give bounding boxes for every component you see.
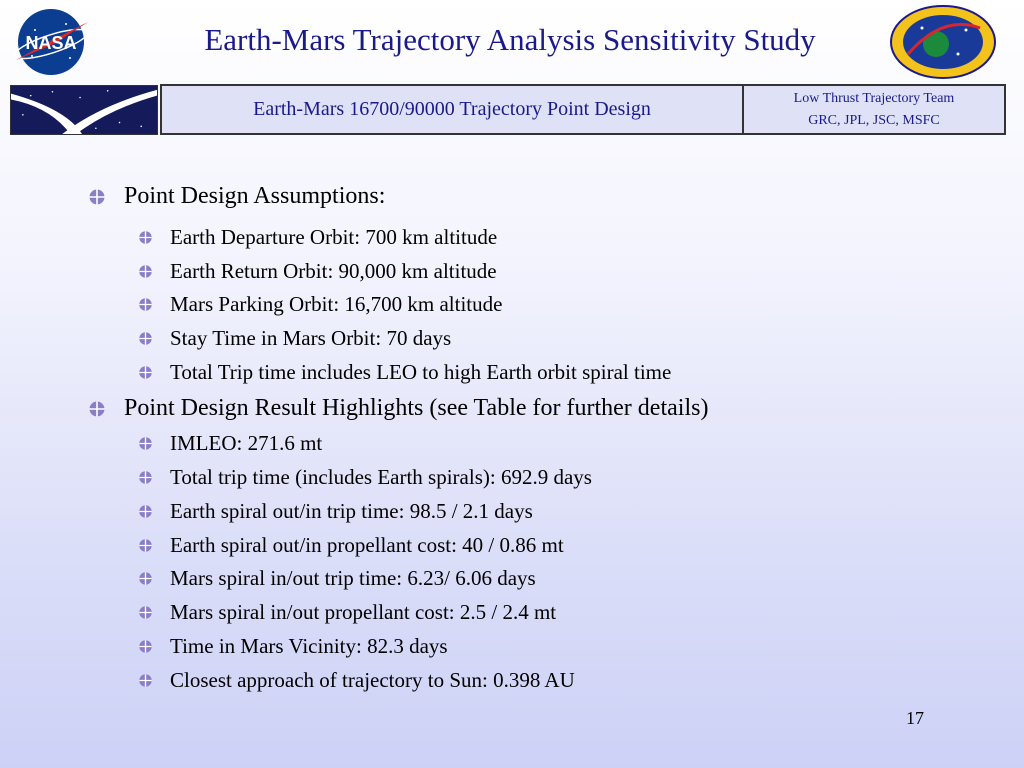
- bullet-icon: [138, 673, 153, 688]
- list-item: [138, 431, 322, 456]
- list-item-text: Stay Time in Mars Orbit: 70 days: [170, 326, 452, 350]
- bullet-icon: [138, 365, 153, 380]
- list-item-text: Mars Parking Orbit: 16,700 km altitude: [170, 292, 503, 316]
- section-heading: [88, 395, 708, 422]
- list-item: [138, 326, 451, 351]
- list-item: [138, 533, 564, 558]
- list-item: [138, 634, 448, 659]
- bullet-icon: [138, 297, 153, 312]
- list-item: [138, 499, 533, 524]
- list-item-text: Earth spiral out/in propellant cost: 40 / 0.86 mt: [170, 533, 564, 557]
- bullet-icon: [138, 331, 153, 346]
- slide-title: Earth-Mars Trajectory Analysis Sensitivity Study: [204, 22, 816, 57]
- bullet-icon: [138, 571, 153, 586]
- list-item-text: Earth Return Orbit: 90,000 km altitude: [170, 259, 497, 283]
- list-item-text: Total Trip time includes LEO to high Earth orbit spiral time: [170, 360, 672, 384]
- list-item: [138, 360, 671, 385]
- division-seal-icon: [888, 4, 998, 80]
- bullet-icon: [138, 605, 153, 620]
- team-centers: GRC, JPL, JSC, MSFC: [808, 112, 940, 128]
- list-item-text: Earth Departure Orbit: 700 km altitude: [170, 225, 498, 249]
- list-item: [138, 292, 502, 317]
- list-item-text: Time in Mars Vicinity: 82.3 days: [170, 634, 448, 658]
- bullet-icon: [88, 188, 106, 206]
- list-item: [138, 600, 556, 625]
- list-item: [138, 668, 575, 693]
- list-item-text: Earth spiral out/in trip time: 98.5 / 2.1 days: [170, 499, 533, 523]
- nasa-logo-text: NASA: [25, 33, 77, 53]
- nasa-logo: [8, 6, 94, 78]
- list-item-text: Mars spiral in/out trip time: 6.23/ 6.06 days: [170, 566, 536, 590]
- list-item-text: IMLEO: 271.6 mt: [170, 431, 323, 455]
- page-number: 17: [906, 708, 924, 728]
- bullet-icon: [138, 264, 153, 279]
- header-box: [160, 84, 1006, 135]
- point-design-title: Earth-Mars 16700/90000 Trajectory Point Design: [162, 86, 744, 133]
- bullet-icon: [138, 230, 153, 245]
- section-heading: [88, 183, 385, 210]
- list-item-text: Mars spiral in/out propellant cost: 2.5 / 2.4 mt: [170, 600, 557, 624]
- list-item: [138, 465, 592, 490]
- bullet-icon: [138, 436, 153, 451]
- list-item: [138, 566, 536, 591]
- trajectory-banner-image: [10, 85, 158, 135]
- list-item-text: Closest approach of trajectory to Sun: 0.398 AU: [170, 668, 575, 692]
- team-name: Low Thrust Trajectory Team: [793, 90, 955, 106]
- bullet-icon: [138, 639, 153, 654]
- list-item-text: Total trip time (includes Earth spirals): 692.9 days: [170, 465, 592, 489]
- team-info: [744, 86, 1004, 133]
- section-heading-text: Point Design Result Highlights (see Table for further details): [124, 395, 709, 421]
- bullet-icon: [138, 504, 153, 519]
- list-item: [138, 259, 497, 284]
- bullet-icon: [88, 400, 106, 418]
- list-item: [138, 225, 497, 250]
- bullet-icon: [138, 470, 153, 485]
- section-heading-text: Point Design Assumptions:: [124, 183, 386, 209]
- bullet-icon: [138, 538, 153, 553]
